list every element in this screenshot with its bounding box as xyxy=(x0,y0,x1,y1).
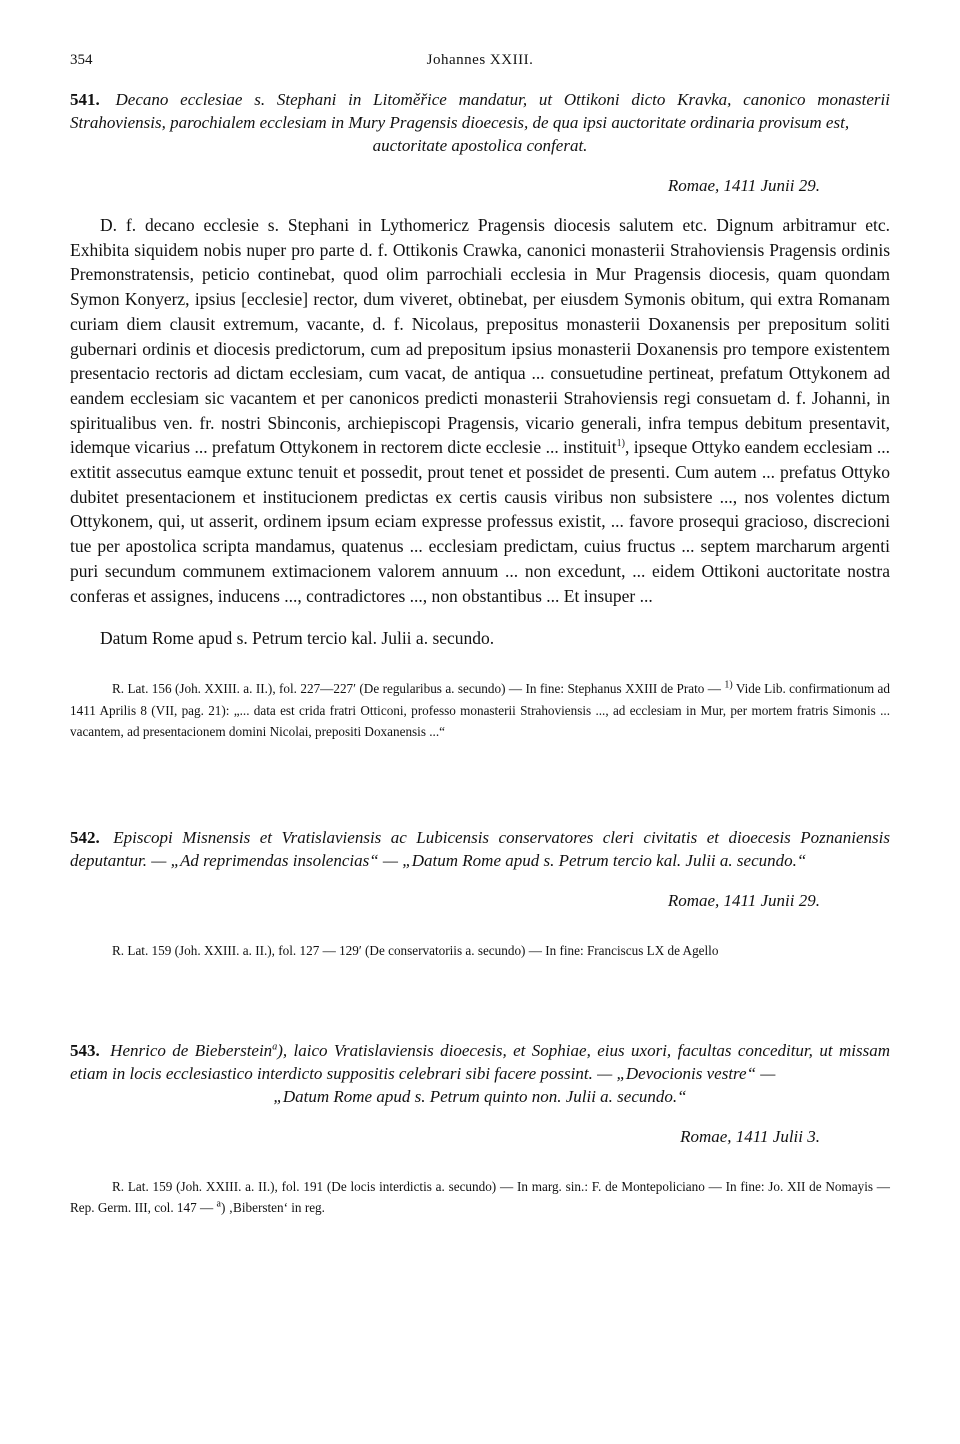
summary-center-line: „Datum Rome apud s. Petrum quinto non. Julii a. secundo.“ xyxy=(273,1086,687,1106)
entry-542 xyxy=(70,826,890,962)
entry-543 xyxy=(70,1039,890,1219)
entry-separator xyxy=(70,975,890,1027)
entry-summary xyxy=(70,88,890,157)
body-text-part: D. f. decano ecclesie s. Stephani in Lythomericz Pragensis diocesis salutem etc. Dignum arbitramur etc. Exhibita siquidem nobis nuper pro parte d. f. Ottikonis Crawka, canonici monasterii Strahoviensis Pragensis ordinis Premonstratensis, peticio continebat, quod olim parrochiali ecclesia in Mur Pragensis diocesis, quam quondam Symon Konyerz, ipsius [ecclesie] rector, dum viveret, obtinebat, per eiusdem Symonis obitum, qui extra Romanam curiam diem clausit extremum, vacante, d. f. Nicolaus, prepositus monasterii Doxanensis per prepositum soliti gubernari ordinis et diocesis predictorum, cum ad prepositum ipsius monasterii Doxanensis pro tempore existentem presentacio rectoris ad dictam ecclesiam, cum vacat, de antiqua ... consuetudine pertineat, prefatum Ottykonem ad eandem ecclesiam sic vacantem et per canonicos predicti monasterii Strahoviensis regi consuetam d. f. Johanni, in spiritualibus ven. fr. nostri Sbinconis, archiepiscopi Pragensis, vicario generali, infra tempus debitum presentavit, idemque vicarius ... prefatum Ottykonem in rectorem dicte ecclesie ... instituit xyxy=(70,215,890,458)
summary-text: Episcopi Misnensis et Vratislaviensis ac Lubicensis conservatores cleri civitatis et dioecesis Poznaniensis deputantur. — „Ad reprimendas insolencias“ — „Datum Rome apud s. Petrum tercio kal. Julii a. secundo.“ xyxy=(70,828,891,871)
entry-number: 542. xyxy=(70,828,100,848)
summary-text: ), laico Vratislaviensis dioecesis, et Sophiae, eius uxori, facultas conceditur, ut missam etiam in locis ecclesiastico interdicto suppositis celebrari sibi facere possint. — „Devocionis vestre“ — xyxy=(70,1040,890,1083)
document-page xyxy=(70,52,890,1232)
apparatus-note xyxy=(70,678,890,743)
footnote-marker: a xyxy=(216,1198,221,1210)
entry-date: Romae, 1411 Julii 3. xyxy=(680,1126,820,1146)
footnote-marker: 1) xyxy=(724,680,733,692)
summary-text: Henrico de Bieberstein xyxy=(110,1040,273,1060)
entry-summary xyxy=(70,826,890,872)
apparatus-text: ) ‚Bibersten‘ in reg. xyxy=(220,1200,325,1216)
entry-541 xyxy=(70,88,890,743)
apparatus-text: R. Lat. 159 (Joh. XXIII. a. II.), fol. 191 (De locis interdictis a. secundo) — In marg. sin.: F. de Montepoliciano — In fine: Jo. XII de Nomayis — Rep. Germ. III, col. 147 — xyxy=(70,1178,890,1216)
entry-number: 543. xyxy=(70,1040,100,1060)
apparatus-note: R. Lat. 159 (Joh. XXIII. a. II.), fol. 127 — 129′ (De conservatoriis a. secundo) — In fine: Franciscus LX de Agello xyxy=(112,943,719,959)
footnote-marker: 1) xyxy=(616,438,625,450)
datum-line: Datum Rome apud s. Petrum tercio kal. Julii a. secundo. xyxy=(100,627,495,648)
apparatus-text: Vide Lib. confirmationum ad 1411 Aprilis 8 (VII, pag. 21): „... data est crida fratri Otticoni, professo monasterii Strahoviensis ..., ad ecclesiam in Mur, per mortem fratris Simonis ... vacantem, ad presentacionem domini Nicolai, prepositi Doxanensis ...“ xyxy=(70,681,890,740)
entry-separator xyxy=(70,756,890,814)
summary-center-line: auctoritate apostolica conferat. xyxy=(372,136,588,155)
entry-date: Romae, 1411 Junii 29. xyxy=(667,891,820,911)
summary-text: Decano ecclesiae s. Stephani in Litoměřice mandatur, ut Ottikoni dicto Kravka, canonico monasterii Strahoviensis, parochialem ecclesiam in Mury Pragensis dioecesis, de qua ipsi auctoritate ordinaria provisum est, xyxy=(70,90,890,132)
body-text-part: , ipseque Ottyko eandem ecclesiam ... extitit assecutus eamque extunc tenuit et possedit, prout tenet et possidet de presenti. Cum autem ... prefatus Ottyko dubitet presentacionem et institucionem predictas ex certis causis viribus non subsistere ..., nos volentes dictum Ottykonem, qui, ut asserit, ordinem ipsum eciam expresse professus existit, ... favore prosequi gracioso, discrecioni tue per apostolica scripta mandamus, quatenus ... ecclesiam predictam, cuius fructus ... septem marcharum argenti puri secundum communem extimacionem valorem annuum ... non excedunt, ... eidem Ottikoni auctoritate nostra conferas et assignes, inducens ..., contradictores ..., non obstantibus ... Et insuper ... xyxy=(70,437,891,606)
entry-summary xyxy=(70,1039,890,1108)
apparatus-note xyxy=(70,1176,890,1219)
entry-number: 541. xyxy=(70,90,100,109)
entry-body xyxy=(70,213,890,608)
entry-date: Romae, 1411 Junii 29. xyxy=(667,176,820,195)
apparatus-text: R. Lat. 156 (Joh. XXIII. a. II.), fol. 227—227′ (De regularibus a. secundo) — In fine: Stephanus XXIII de Prato — xyxy=(112,681,725,697)
running-title: Johannes XXIII. xyxy=(426,52,534,68)
footnote-marker: a xyxy=(272,1041,278,1053)
running-head xyxy=(70,52,890,76)
page-number: 354 xyxy=(70,52,93,68)
